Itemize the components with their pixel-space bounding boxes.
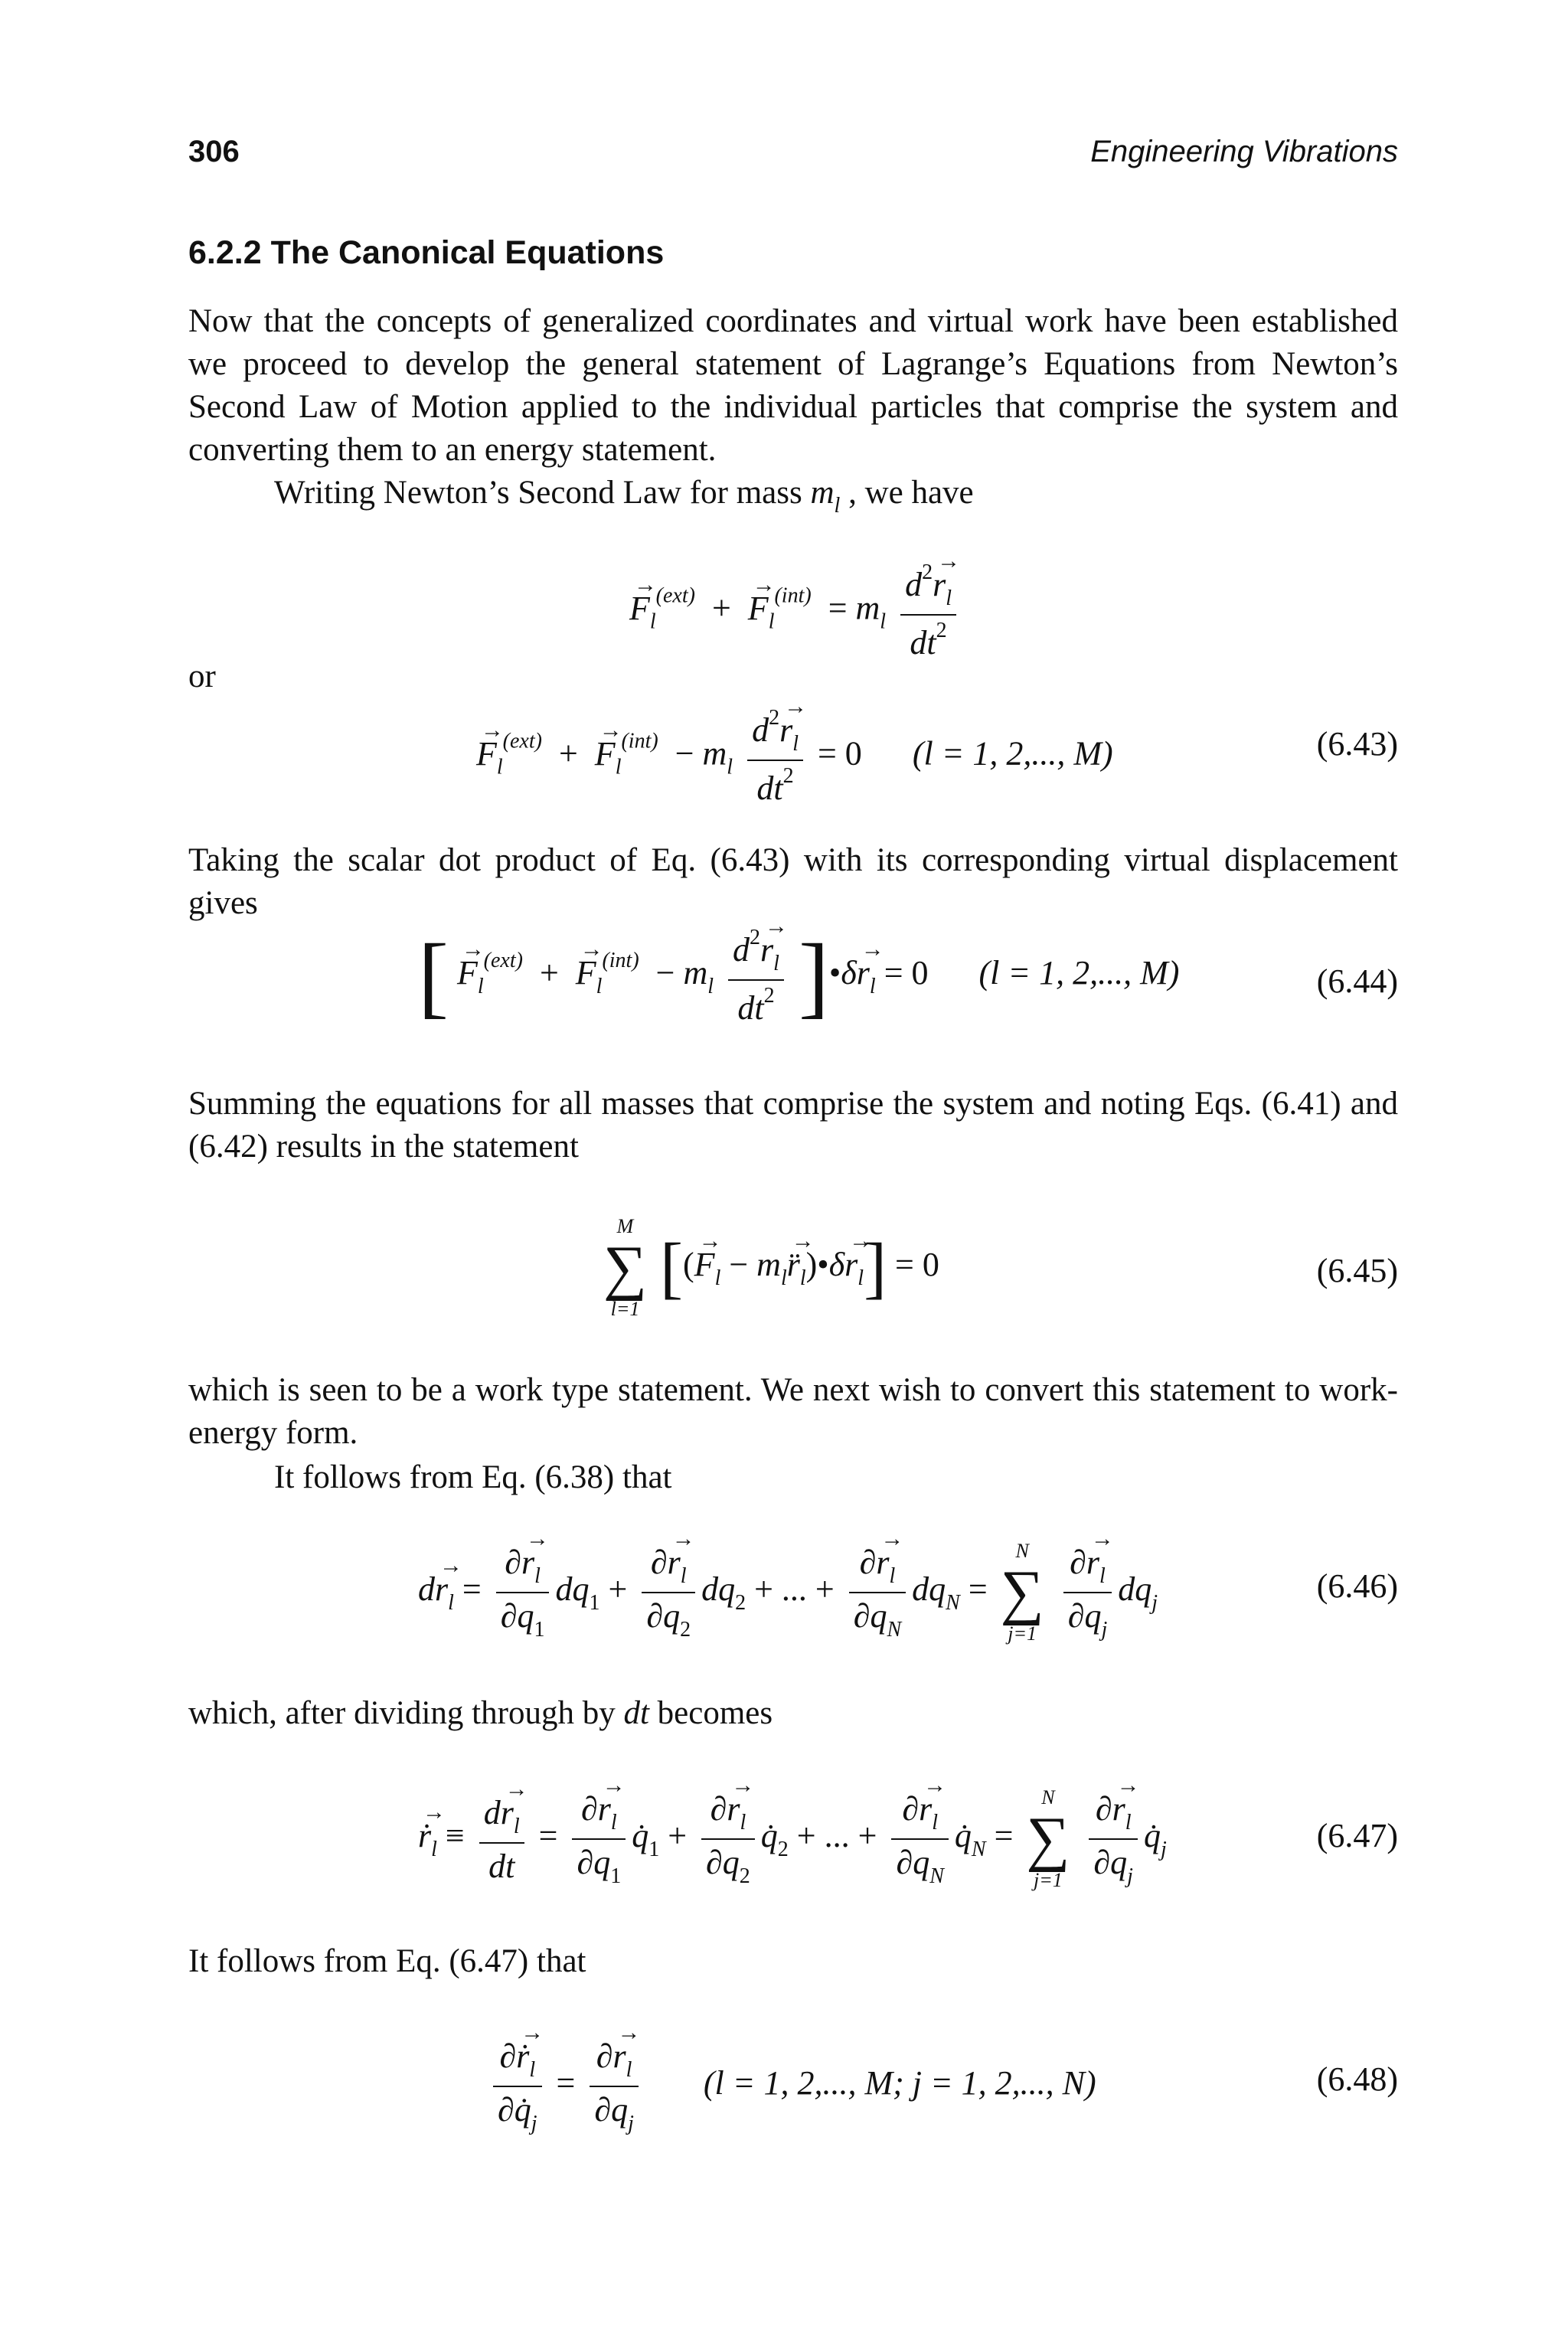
equation-6-48: $\frac{\partial\to ṙ_l}{\partial q̇_j}$ = $\frac{\partial\to r_l}{\partial q_j}$ (l = 1, 2,..., M; j = 1, 2,..., N): [487, 2037, 1096, 2136]
equation-number-6-47: (6.47): [1316, 1817, 1398, 1854]
equation-number-6-43: (6.43): [1316, 725, 1398, 763]
running-header: Engineering Vibrations: [1090, 135, 1398, 168]
paragraph-follows-638: It follows from Eq. (6.38) that: [274, 1459, 672, 1495]
paragraph-dividing: which, after dividing through by dt becomes: [188, 1695, 773, 1731]
paragraph-follows-647: It follows from Eq. (6.47) that: [188, 1943, 586, 1979]
paragraph-intro: Now that the concepts of generalized coordinates and virtual work have been established we proceed to develop the general statement of Lagrange’s Equations from Newton’s Second Law of Motion applied to the individual particles that comprise the system and converting them to an energy statement.: [188, 303, 1398, 468]
equation-6-46: $d\to r_l$ = $\frac{\partial\to r_l}{\partial q_1}$ $dq_1$ + $\frac{\partial\to r_l}{\partial q_2}$ $dq_2$ + ... + $\frac{\partial\to r_l}{\partial q_N}$ $dq_N$ = N ∑ j=1 $\frac{\partial\to r_l}{\partial q_j}$ $dq_j$: [418, 1540, 1158, 1645]
section-title: 6.2.2 The Canonical Equations: [188, 234, 665, 271]
equation-6-44: [ → $F_l^{(ext)}$ + → $F_l^{(int)} - m_l$ $\frac{d^2\to r_l}{dt^2}$ ]•δ→ $r_l = 0$ (l = 1, 2,..., M): [418, 923, 1179, 1029]
equation-number-6-44: (6.44): [1316, 962, 1398, 1000]
paragraph-newton: Writing Newton’s Second Law for mass $m_l$ , we have: [274, 475, 974, 518]
equation-number-6-45: (6.45): [1316, 1252, 1398, 1289]
paragraph-work-statement: which is seen to be a work type statement. We next wish to convert this statement to work-energy form.: [188, 1372, 1398, 1451]
text-or: or: [188, 658, 216, 694]
paragraph-dot-product: Taking the scalar dot product of Eq. (6.43) with its corresponding virtual displacement gives: [188, 842, 1398, 921]
paragraph-summing: Summing the equations for all masses that comprise the system and noting Eqs. (6.41) and (6.42) results in the statement: [188, 1086, 1398, 1165]
equation-newton-second-law: → $F_l^{(ext)}$ + → $F_l^{(int)} = m_l$ $\frac{d^2\to r_l}{dt^2}$: [629, 560, 962, 662]
equation-number-6-48: (6.48): [1316, 2060, 1398, 2098]
equation-6-47: → ṙ$_l$ ≡ $\frac{d\to r_l}{dt}$ = $\frac{\partial\to r_l}{\partial q_1}$ $q̇_1$ + $\frac{\partial\to r_l}{\partial q_2}$ $q̇_2$ + ... + $\frac{\partial\to r_l}{\partial q_N}$ $q̇_N$ = N ∑ j=1 $\frac{\partial\to r_l}{\partial q_j}$ $q̇_j$: [418, 1787, 1167, 1891]
equation-number-6-46: (6.46): [1316, 1567, 1398, 1605]
equation-6-45: M ∑ l=1 [(→ $F_l - m_l\to$ $r̈_l)•\delta\to r_l] = 0$: [599, 1216, 939, 1320]
page-number: 306: [188, 135, 240, 168]
equation-6-43: → $F_l^{(ext)}$ + → $F_l^{(int)} - m_l$ $\frac{d^2\to r_l}{dt^2}$ = 0 (l = 1, 2,..., M): [476, 706, 1113, 808]
